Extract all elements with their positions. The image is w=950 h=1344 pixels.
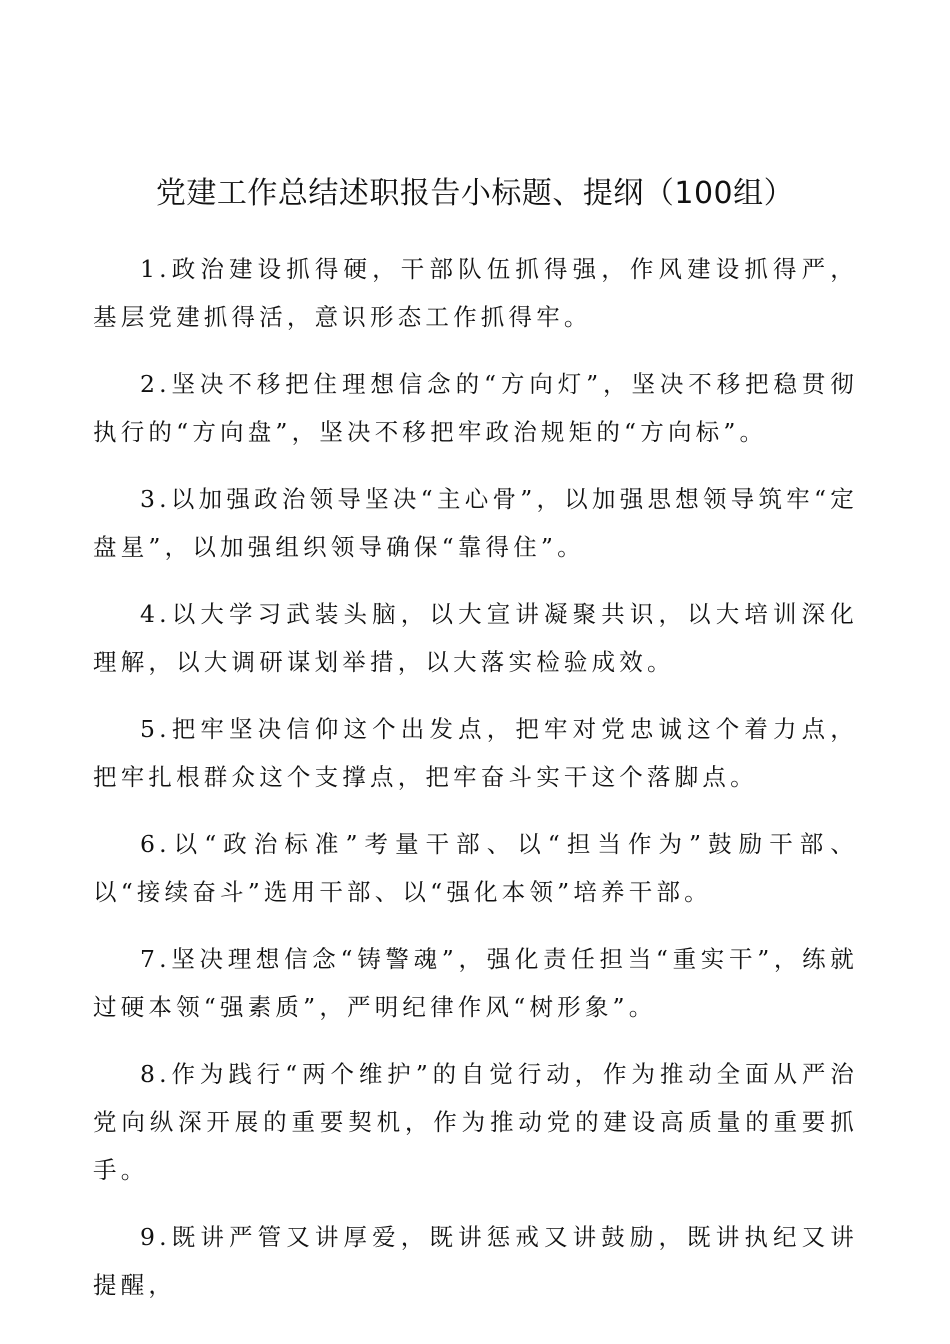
list-item: 3.以加强政治领导坚决“主心骨”，以加强思想领导筑牢“定盘星”，以加强组织领导确保“靠得住”。: [93, 485, 858, 561]
list-item: 4.以大学习武装头脑，以大宣讲凝聚共识，以大培训深化理解，以大调研谋划举措，以大落实检验成效。: [93, 600, 858, 676]
list-item: 8.作为践行“两个维护”的自觉行动，作为推动全面从严治党向纵深开展的重要契机，作为推动党的建设高质量的重要抓手。: [93, 1060, 858, 1184]
list-item: 5.把牢坚决信仰这个出发点，把牢对党忠诚这个着力点，把牢扎根群众这个支撑点，把牢奋斗实干这个落脚点。: [93, 715, 858, 791]
item-list: [93, 245, 858, 1328]
document-title: 党建工作总结述职报告小标题、提纲（100组）: [155, 176, 795, 211]
list-item: 2.坚决不移把住理想信念的“方向灯”，坚决不移把稳贯彻执行的“方向盘”，坚决不移把牢政治规矩的“方向标”。: [93, 370, 858, 446]
list-item: 9.既讲严管又讲厚爱，既讲惩戒又讲鼓励，既讲执纪又讲提醒，: [93, 1223, 858, 1299]
list-item: 1.政治建设抓得硬，干部队伍抓得强，作风建设抓得严，基层党建抓得活，意识形态工作抓得牢。: [93, 255, 858, 331]
list-item: 6.以“政治标准”考量干部、以“担当作为”鼓励干部、以“接续奋斗”选用干部、以“强化本领”培养干部。: [93, 830, 858, 906]
list-item: 7.坚决理想信念“铸警魂”，强化责任担当“重实干”，练就过硬本领“强素质”，严明纪律作风“树形象”。: [93, 945, 858, 1021]
